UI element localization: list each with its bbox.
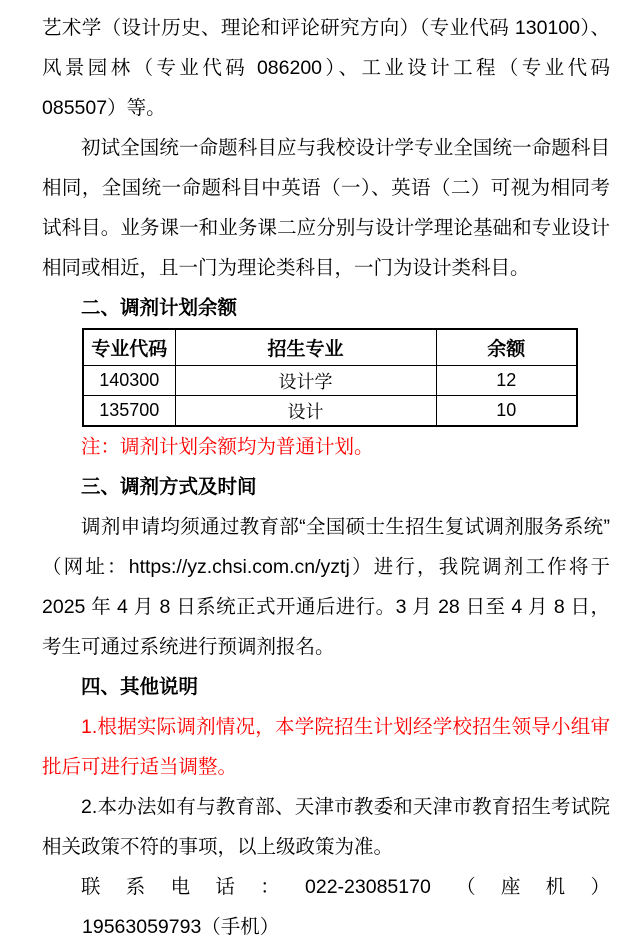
cell-enroll-major: 设计学 bbox=[175, 366, 436, 396]
paragraph-exam-subjects: 初试全国统一命题科目应与我校设计学专业全国统一命题科目相同，全国统一命题科目中英语（一）、英语（二）可视为相同考试科目。业务课一和业务课二应分别与设计学理论基础和专业设计相同或相近，且一门为理论类科目，一门为设计类科目。 bbox=[42, 137, 610, 279]
paragraph-majors: 艺术学（设计历史、理论和评论研究方向）（专业代码 130100）、风景园林（专业代码 086200）、工业设计工程（专业代码 085507）等。 bbox=[42, 17, 610, 119]
cell-major-code: 140300 bbox=[83, 366, 175, 396]
section-title-other: 四、其他说明 bbox=[81, 676, 199, 698]
column-header-quota: 余额 bbox=[436, 329, 577, 366]
table-row bbox=[83, 396, 577, 427]
section-title-quota: 二、调剂计划余额 bbox=[81, 297, 238, 319]
contact-landline: 022-23085170（座机） bbox=[305, 876, 610, 898]
cell-quota: 12 bbox=[436, 366, 577, 396]
note-quota-plan: 注：调剂计划余额均为普通计划。 bbox=[81, 436, 374, 458]
quota-table-header-row bbox=[83, 329, 577, 366]
column-header-major-code: 专业代码 bbox=[83, 329, 175, 366]
cell-enroll-major: 设计 bbox=[175, 396, 436, 427]
cell-major-code: 135700 bbox=[83, 396, 175, 427]
contact-mobile: 19563059793（手机） bbox=[82, 916, 280, 938]
cell-quota: 10 bbox=[436, 396, 577, 427]
section-title-method: 三、调剂方式及时间 bbox=[81, 476, 257, 498]
quota-table bbox=[82, 328, 578, 427]
column-header-enroll-major: 招生专业 bbox=[175, 329, 436, 366]
paragraph-other-item2: 2.本办法如有与教育部、天津市教委和天津市教育招生考试院相关政策不符的事项，以上级政策为准。 bbox=[42, 796, 610, 858]
contact-label: 联系电话： bbox=[81, 876, 305, 898]
paragraph-other-item1: 1.根据实际调剂情况，本学院招生计划经学校招生领导小组审批后可进行适当调整。 bbox=[42, 716, 610, 778]
table-row bbox=[83, 366, 577, 396]
paragraph-method-time: 调剂申请均须通过教育部“全国硕士生招生复试调剂服务系统”（网址：https://yz.chsi.com.cn/yztj）进行，我院调剂工作将于 2025 年 4 月 8 日系统正式开通后进行。3 月 28 日至 4 月 8 日，考生可通过系统进行预调剂报名。 bbox=[42, 516, 610, 658]
contact-line bbox=[42, 867, 610, 947]
